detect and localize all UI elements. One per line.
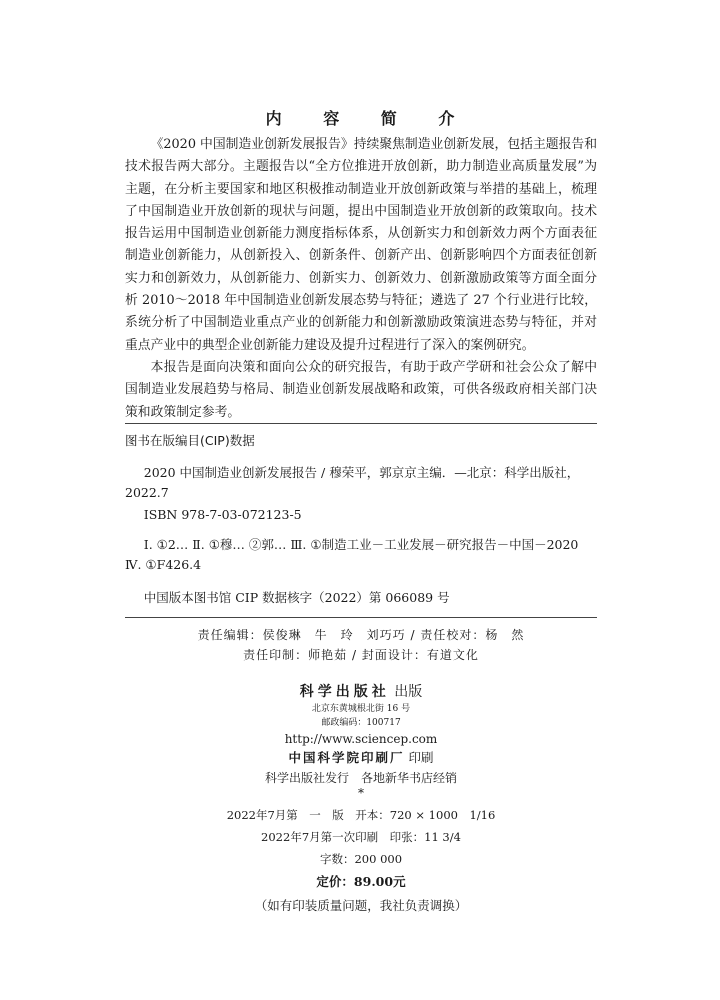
publisher-url[interactable]: http://www.sciencep.com [284,732,438,746]
cip-record-block [125,463,597,525]
content-intro-body [125,134,597,424]
edition-line: 2022年7月第 一 版 开本：720 × 1000 1/16 [226,808,496,822]
cip-classification-block [125,535,597,575]
intro-paragraph-1: 《2020 中国制造业创新发展报告》持续聚焦制造业创新发展，包括主题报告和技术报告两大部分。主题报告以“全方位推进开放创新，助力制造业高质量发展”为主题，在分析主要国家和地区积极推动制造业开放创新政策与举措的基础上，梳理了中国制造业开放创新的现状与问题，提出中国制造业开放创新的政策取向。技术报告运用中国制造业创新能力测度指标体系，从创新实力和创新效力两个方面表征制造业创新能力，从创新投入、创新条件、创新产出、创新影响四个方面表征创新实力和创新效力，从创新能力、创新实力、创新效力、创新激励政策等方面全面分析 2010～2018 年中国制造业创新发展态势与特征；遴选了 27 个行业进行比较，系统分析了中国制造业重点产业的创新能力和创新激励政策演进态势与特征，并对重点产业中的典型企业创新能力建设及提升过程进行了深入的案例研究。 [125,137,597,353]
printer-suffix: 印刷 [408,750,434,765]
publisher-address: 北京东黄城根北街 16 号 [311,704,411,714]
printer-line [125,748,597,768]
cip-heading: 图书在版编目(CIP)数据 [125,433,255,448]
publisher-postcode: 邮政编码：100717 [321,718,401,728]
divider-middle [125,617,597,618]
cip-classification: Ⅰ. ①2… Ⅱ. ①穆… ②郭… Ⅲ. ①制造工业－工业发展－研究报告－中国－2020 Ⅳ. ①F426.4 [125,537,579,572]
divider-top [125,423,597,424]
credits-editors: 责任编辑：侯俊琳 牛 玲 刘巧巧 / 责任校对：杨 然 [197,628,525,642]
content-intro-title: 内 容 简 介 [265,109,473,128]
quality-notice: （如有印装质量问题，我社负责调换） [254,898,468,913]
publication-block [125,682,597,918]
publisher-suffix: 出版 [394,684,423,700]
publisher-line [125,682,597,702]
cip-record: 2020 中国制造业创新发展报告 / 穆荣平，郭京京主编．—北京：科学出版社，2022.7 [125,465,580,500]
separator-star: * [358,786,364,800]
printing-line: 2022年7月第一次印刷 印张：11 3/4 [261,830,461,844]
credits-printing-design: 责任印制：师艳茹 / 封面设计：有道文化 [243,648,479,662]
price-line: 定价：89.00元 [316,874,406,889]
intro-paragraph-2: 本报告是面向决策和面向公众的研究报告，有助于政产学研和社会公众了解中国制造业发展趋势与格局、制造业创新发展战略和政策，可供各级政府相关部门决策和政策制定参考。 [125,359,597,420]
publisher-name: 科学出版社 [299,684,390,700]
cip-number: 中国版本图书馆 CIP 数据核字（2022）第 066089 号 [143,590,450,605]
distribution-line: 科学出版社发行 各地新华书店经销 [264,771,457,785]
printer-name: 中国科学院印刷厂 [288,750,405,765]
credits-block [125,625,597,665]
word-count-line: 字数：200 000 [319,852,403,866]
cip-number-block [125,588,597,608]
cip-isbn: ISBN 978-7-03-072123-5 [143,507,302,522]
